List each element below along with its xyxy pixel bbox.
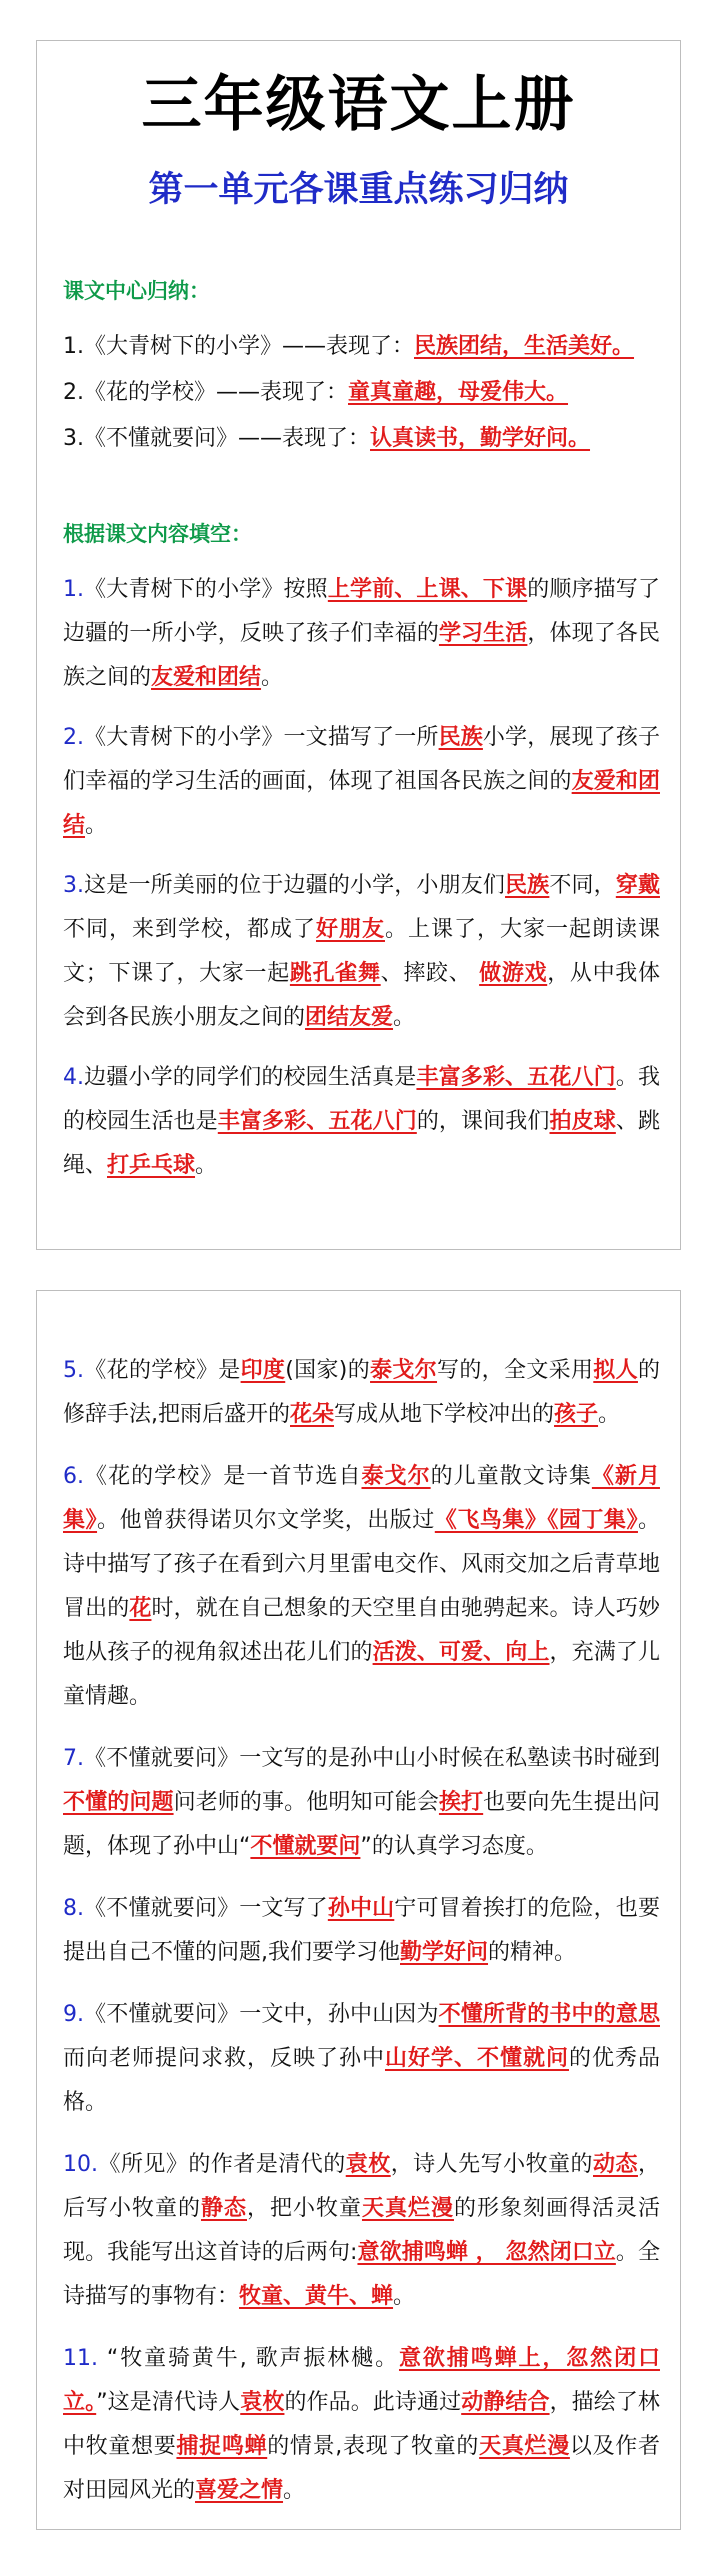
paragraph-text: 。 <box>195 1152 218 1178</box>
fill-paragraph <box>63 1056 660 1188</box>
answer-text: 学习生活 <box>438 620 528 646</box>
paragraph-text: ，体现了各民族之间的 <box>63 620 660 690</box>
answer-text: 团结友爱 <box>305 1004 394 1030</box>
paragraph-text: 而向老师提问求救，反映了孙中 <box>63 2046 385 2071</box>
answer-text: 泰戈尔 <box>361 1464 431 1489</box>
page-title: 三年级语文上册 <box>141 70 576 140</box>
fill-paragraphs-2 <box>63 1349 660 2513</box>
paragraph-number: 1. <box>63 576 84 602</box>
fill-paragraph <box>63 864 660 1040</box>
paragraph-text: 的优秀品格。 <box>63 2046 660 2115</box>
paragraph-text: 的情景,表现了牧童的 <box>267 2434 480 2459</box>
paragraph-text: “牧童骑黄牛, 歌声振林樾。 <box>98 2346 399 2371</box>
answer-text: 跳孔雀舞 <box>289 960 381 986</box>
paragraph-text: (国家)的 <box>285 1358 371 1383</box>
paragraph-text: 写的，全文采用 <box>437 1358 594 1383</box>
answer-text: 天真烂漫 <box>361 2196 454 2221</box>
paragraph-number: 2. <box>63 724 84 750</box>
answer-text: 山好学、不懂就问 <box>384 2046 569 2071</box>
paragraph-text: 《大青树下的小学》一文描写了一所 <box>84 724 439 750</box>
summary-heading: 课文中心归纳： <box>63 279 210 303</box>
paragraph-text: 问老师的事。他明知可能会 <box>173 1790 439 1815</box>
paragraph-number: 4. <box>63 1064 84 1090</box>
summary-list <box>63 324 660 462</box>
answer-text: 天真烂漫 <box>479 2434 570 2459</box>
answer-text: 袁枚 <box>345 2152 391 2177</box>
fill-paragraph <box>63 1349 660 1437</box>
paragraph-text: 。 <box>393 2284 416 2309</box>
summary-item <box>63 370 660 416</box>
summary-prefix: 1.《大青树下的小学》——表现了： <box>63 334 414 360</box>
summary-prefix: 3.《不懂就要问》——表现了： <box>63 426 370 452</box>
paragraph-number: 7. <box>63 1746 84 1771</box>
answer-text: 意欲捕鸣蝉 ， 忽然闭口立 <box>357 2240 616 2265</box>
paragraph-text: 的，课间我们 <box>416 1108 550 1134</box>
paragraph-text: 《不懂就要问》一文写了 <box>84 1896 328 1921</box>
summary-answer: 童真童趣，母爱伟大。 <box>348 380 569 406</box>
summary-item <box>63 324 660 370</box>
paragraph-text: 的儿童散文诗集 <box>430 1464 592 1489</box>
paragraph-text: ，从中我体会到各民族小朋友之间的 <box>63 960 660 1030</box>
paragraph-number: 6. <box>63 1464 84 1489</box>
answer-text: 活泼、可爱、向上 <box>372 1640 550 1665</box>
paragraph-text: 不同， <box>549 872 616 898</box>
answer-text: 静态 <box>200 2196 247 2221</box>
fill-paragraph <box>63 1737 660 1869</box>
fill-paragraph <box>63 2143 660 2319</box>
paragraph-number: 11. <box>63 2346 98 2371</box>
answer-text: 不懂就要问 <box>250 1834 361 1859</box>
answer-text: 拍皮球 <box>549 1108 616 1134</box>
paragraph-text: 时，就在自己想象的天空里自由驰骋起来。诗人巧妙地从孩子的视角叙述出花儿们的 <box>63 1596 660 1665</box>
paragraph-text: 。上课了，大家一起朗读课文；下课了，大家一起 <box>63 916 660 986</box>
paragraph-text: 《花的学校》是一首节选自 <box>84 1464 362 1489</box>
answer-text: 捕捉鸣蝉 <box>176 2434 268 2459</box>
paragraph-text: ”这是清代诗人 <box>96 2390 241 2415</box>
fill-paragraph <box>63 1887 660 1975</box>
answer-text: 打乒乓球 <box>107 1152 196 1178</box>
answer-text: 好朋友 <box>315 916 385 942</box>
paragraph-text: 、摔跤、 <box>380 960 480 986</box>
paragraph-text: ，诗人先写小牧童的 <box>390 2152 593 2177</box>
fill-paragraphs-1 <box>63 568 660 1188</box>
answer-text: 丰富多彩、五花八门 <box>416 1064 616 1090</box>
paragraph-text: 。 <box>393 1004 416 1030</box>
answer-text: 花朵 <box>290 1402 335 1427</box>
paragraph-text: 以及作者对田园风光的 <box>63 2434 660 2503</box>
summary-answer: 民族团结，生活美好。 <box>414 334 635 360</box>
answer-text: 拟人 <box>593 1358 638 1383</box>
worksheet-card-1 <box>36 40 681 1250</box>
paragraph-text: ”的认真学习态度。 <box>360 1834 548 1859</box>
paragraph-text: 宁可冒着挨打的危险，也要提出自己不懂的问题,我们要学习他 <box>63 1896 660 1965</box>
fill-paragraph <box>63 1455 660 1719</box>
paragraph-text: 这是一所美丽的位于边疆的小学，小朋友们 <box>84 872 506 898</box>
paragraph-text: ，描绘了林中牧童想要 <box>63 2390 660 2459</box>
paragraph-number: 3. <box>63 872 84 898</box>
answer-text: 民族 <box>438 724 483 750</box>
paragraph-text: 《所见》的作者是清代的 <box>98 2152 346 2177</box>
answer-text: 友爱和团结 <box>63 768 660 838</box>
paragraph-text: 的修辞手法,把雨后盛开的 <box>63 1358 660 1427</box>
paragraph-number: 5. <box>63 1358 84 1383</box>
answer-text: 民族 <box>505 872 550 898</box>
page-subtitle: 第一单元各课重点练习归纳 <box>148 169 569 210</box>
fill-paragraph <box>63 2337 660 2513</box>
paragraph-text: 边疆小学的同学们的校园生活真是 <box>84 1064 417 1090</box>
fill-paragraph <box>63 568 660 700</box>
paragraph-text: ，充满了儿童情趣。 <box>63 1640 660 1709</box>
answer-text: 丰富多彩、五花八门 <box>217 1108 417 1134</box>
answer-text: 不懂所背的书中的意思 <box>438 2002 660 2027</box>
answer-text: 牧童、黄牛、蝉 <box>239 2284 394 2309</box>
answer-text: 动态 <box>593 2152 638 2177</box>
paragraph-text: 。我的校园生活也是 <box>63 1064 660 1134</box>
answer-text: 花 <box>129 1596 152 1621</box>
answer-text: 勤学好问 <box>400 1940 489 1965</box>
fill-heading: 根据课文内容填空： <box>63 522 252 547</box>
answer-text: 孙中山 <box>327 1896 395 1921</box>
paragraph-text: 的精神。 <box>488 1940 577 1965</box>
paragraph-text: ，把小牧童 <box>246 2196 362 2221</box>
fill-paragraph <box>63 1993 660 2125</box>
answer-text: 《新月集》 <box>63 1464 660 1533</box>
answer-text: 挨打 <box>438 1790 484 1815</box>
paragraph-text: 。 <box>598 1402 621 1427</box>
summary-prefix: 2.《花的学校》——表现了： <box>63 380 348 406</box>
paragraph-text: 。全诗描写的事物有： <box>63 2240 660 2309</box>
paragraph-text: 的形象刻画得活灵活现。我能写出这首诗的后两句: <box>63 2196 660 2265</box>
paragraph-text: 。 <box>85 812 108 838</box>
paragraph-text: 。他曾获得诺贝尔文学奖，出版过 <box>97 1508 435 1533</box>
answer-text: 不懂的问题 <box>63 1790 174 1815</box>
fill-paragraph <box>63 716 660 848</box>
paragraph-text: 。 <box>283 2478 306 2503</box>
paragraph-text: 的作品。此诗通过 <box>284 2390 462 2415</box>
answer-text: 意欲捕鸣蝉上，忽然闭口立。 <box>63 2346 660 2415</box>
paragraph-text: 。 <box>261 664 284 690</box>
answer-text: 孩子 <box>554 1402 599 1427</box>
answer-text: 《飞鸟集》《园丁集》 <box>434 1508 638 1533</box>
paragraph-text: 《不懂就要问》一文写的是孙中山小时候在私塾读书时碰到 <box>84 1746 660 1771</box>
paragraph-number: 9. <box>63 2002 84 2027</box>
summary-item <box>63 416 660 462</box>
worksheet-card-2 <box>36 1290 681 2530</box>
summary-answer: 认真读书，勤学好问。 <box>370 426 591 452</box>
answer-text: 上学前、上课、下课 <box>327 576 528 602</box>
answer-text: 动静结合 <box>461 2390 550 2415</box>
paragraph-text: 写成从地下学校冲出的 <box>334 1402 555 1427</box>
answer-text: 喜爱之情 <box>195 2478 284 2503</box>
paragraph-text: 、跳绳、 <box>63 1108 660 1178</box>
answer-text: 友爱和团结 <box>151 664 262 690</box>
paragraph-text: 的顺序描写了边疆的一所小学，反映了孩子们幸福的 <box>63 576 660 646</box>
paragraph-text: 也要向先生提出问题，体现了孙中山“ <box>63 1790 660 1859</box>
answer-text: 穿戴 <box>615 872 660 898</box>
answer-text: 做游戏 <box>479 960 548 986</box>
paragraph-text: 。诗中描写了孩子在看到六月里雷电交作、风雨交加之后青草地冒出的 <box>63 1508 660 1621</box>
answer-text: 袁枚 <box>240 2390 285 2415</box>
paragraph-text: ，后写小牧童的 <box>63 2152 660 2221</box>
answer-text: 泰戈尔 <box>370 1358 438 1383</box>
paragraph-text: 《花的学校》是 <box>84 1358 241 1383</box>
paragraph-text: 《大青树下的小学》按照 <box>84 576 328 602</box>
answer-text: 印度 <box>240 1358 286 1383</box>
paragraph-text: 小学，展现了孩子们幸福的学习生活的画面，体现了祖国各民族之间的 <box>63 724 660 794</box>
paragraph-text: 《不懂就要问》一文中，孙中山因为 <box>84 2002 439 2027</box>
paragraph-number: 8. <box>63 1896 84 1921</box>
paragraph-text: 不同，来到学校，都成了 <box>63 916 316 942</box>
paragraph-number: 10. <box>63 2152 98 2177</box>
